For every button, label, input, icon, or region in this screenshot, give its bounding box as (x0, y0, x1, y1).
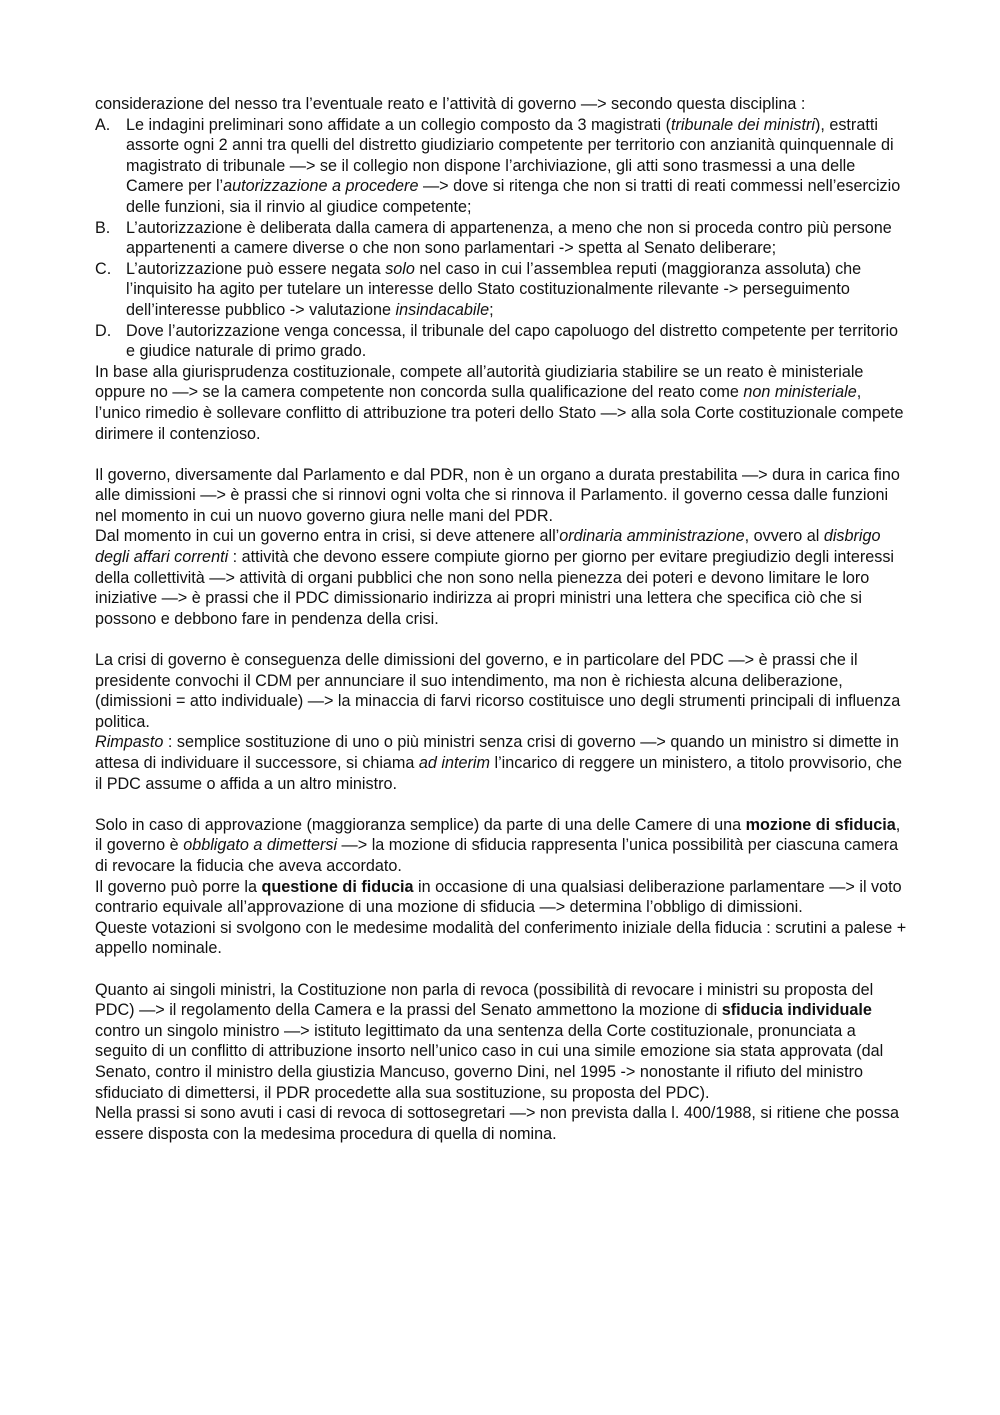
italic-text: ad interim (418, 754, 490, 772)
text-run: Solo in caso di approvazione (maggioranza semplice) da parte di una delle Camere di una (95, 815, 746, 834)
list-marker: D. (95, 321, 112, 340)
text-run: Nella prassi si sono avuti i casi di revoca di sottosegretari —> non prevista dalla l. 400/1988, si ritiene che possa essere disposta con la medesima procedura di quella di nomina. (95, 1104, 899, 1143)
text-run: nel caso in cui l’assemblea reputi (maggioranza assoluta) che l’inquisito ha agito per tutelare un interesse dello Stato costituzionalmente rilevante -> perseguimento dell’interesse pubblico -> valutazione (126, 259, 862, 319)
text-run: , ovvero al (744, 527, 824, 546)
paragraph-spacer (95, 959, 910, 980)
list-item (95, 259, 910, 321)
paragraph (95, 877, 910, 918)
bold-text: mozione di sfiducia (745, 815, 896, 834)
italic-text: solo (385, 259, 415, 278)
procedure-list (95, 115, 910, 362)
text-run: In base alla giurisprudenza costituzionale, compete all’autorità giudiziaria stabilire se un reato è ministeriale oppure no —> se la camera competente non concorda sulla qualificazione del reato come (95, 362, 864, 402)
italic-text: obbligato a dimettersi (183, 836, 338, 855)
text-run: , il governo è (95, 815, 901, 855)
text-run: : semplice sostituzione di uno o più ministri senza crisi di governo —> quando un ministro si dimette in attesa di individuare il successore, si chiama (95, 733, 899, 772)
text-run: L’autorizzazione può essere negata (126, 259, 386, 278)
text-run: Il governo può porre la (95, 877, 262, 896)
list-marker: C. (95, 259, 112, 278)
paragraph (95, 732, 910, 794)
italic-text: non ministeriale (743, 383, 857, 402)
paragraph (95, 815, 910, 877)
paragraph (95, 650, 910, 732)
paragraph (95, 980, 910, 1104)
text-run: La crisi di governo è conseguenza delle dimissioni del governo, e in particolare del PDC —> è prassi che il presidente convochi il CDM per annunciare il suo intendimento, ma non è richiesta alcuna deliberazione, (dimissioni = atto individuale) —> la minaccia di farvi ricorso costituisce uno degli strumenti principali di influenza politica. (95, 651, 901, 731)
text-run: ; (489, 300, 494, 319)
bold-text: sfiducia individuale (721, 1001, 872, 1020)
bold-text: questione di fiducia (261, 877, 414, 896)
italic-text: autorizzazione a procedere (223, 177, 419, 196)
paragraph-spacer (95, 444, 910, 465)
list-item (95, 321, 910, 362)
text-run: —> la mozione di sfiducia rappresenta l’unica possibilità per ciascuna camera di revocare la fiducia che aveva accordato. (95, 836, 899, 875)
text-run: —> dove si ritenga che non si tratti di reati commessi nell’esercizio delle funzioni, sia il rinvio al giudice competente; (126, 177, 901, 216)
paragraph (95, 362, 910, 444)
list-marker: B. (95, 218, 111, 237)
text-run: contro un singolo ministro —> istituto legittimato da una sentenza della Corte costituzionale, pronunciata a seguito di un conflitto di attribuzione insorto nell’unico caso in cui una simile emozione sia stata approvata (dal Senato, contro il ministro della giustizia Mancuso, governo Dini, nel 1995 -> nonostante il rifiuto del ministro sfiduciato di dimettersi, il PDR procedette alla sua sostituzione, su proposta del PDC). (95, 1021, 884, 1102)
text-run: l’incarico di reggere un ministero, a titolo provvisorio, che il PDC assume o affida a un altro ministro. (95, 754, 903, 793)
text-run: : attività che devono essere compiute giorno per giorno per evitare pregiudizio degli interessi della collettività —> attività di organi pubblici che non sono nella pienezza dei poteri e devono limitare le loro iniziative —> è prassi che il PDC dimissionario indirizza ai propri ministri una lettera che specifica ciò che si possono e debbono fare in pendenza della crisi. (95, 548, 895, 628)
text-run: L’autorizzazione è deliberata dalla camera di appartenenza, a meno che non si proceda contro più persone appartenenti a camere diverse o che non sono parlamentari -> spetta al Senato deliberare; (126, 218, 892, 258)
text-run: Il governo, diversamente dal Parlamento e dal PDR, non è un organo a durata prestabilita —> dura in carica fino alle dimissioni —> è prassi che si rinnovi ogni volta che si rinnova il Parlamento. il governo cessa dalle funzioni nel momento in cui un nuovo governo giura nelle mani del PDR. (95, 465, 900, 525)
text-run: Dal momento in cui un governo entra in crisi, si deve attenere all’ (95, 527, 560, 546)
italic-text: disbrigo degli affari correnti (95, 527, 881, 567)
italic-text: ordinaria amministrazione (559, 527, 745, 546)
paragraph (95, 526, 910, 629)
text-run: in occasione di una qualsiasi deliberazione parlamentare —> il voto contrario equivale all’approvazione di una mozione di sfiducia —> determina l’obbligo di dimissioni. (95, 877, 902, 917)
paragraph (95, 465, 910, 527)
text-run: , l’unico rimedio è sollevare conflitto di attribuzione tra poteri dello Stato —> alla sola Corte costituzionale compete dirimere il contenzioso. (95, 383, 904, 443)
italic-text: tribunale dei ministri (671, 115, 815, 134)
intro-section (95, 94, 910, 115)
list-item (95, 115, 910, 218)
paragraph (95, 1103, 910, 1144)
paragraph: considerazione del nesso tra l’eventuale reato e l’attività di governo —> secondo questa disciplina : (95, 95, 806, 113)
text-run: Queste votazioni si svolgono con le medesime modalità del conferimento iniziale della fiducia : scrutini a palese + appello nominale. (95, 918, 907, 958)
italic-text: Rimpasto (95, 733, 164, 752)
paragraph-spacer (95, 794, 910, 815)
text-run: ), estratti assorte ogni 2 anni tra quelli del distretto giudiziario competente per territorio con anzianità quinquennale di magistrato di tribunale —> se il collegio non dispone l’archiviazione, gli atti sono trasmessi a una delle Camere per l’ (126, 115, 894, 196)
list-item (95, 218, 910, 259)
body-section (95, 362, 910, 1145)
paragraph-spacer (95, 629, 910, 650)
italic-text: insindacabile (395, 300, 490, 319)
paragraph (95, 918, 910, 959)
list-marker: A. (95, 115, 111, 134)
document-page (95, 94, 910, 1144)
text-run: Dove l’autorizzazione venga concessa, il tribunale del capo capoluogo del distretto competente per territorio e giudice naturale di primo grado. (126, 321, 899, 361)
text-run: Le indagini preliminari sono affidate a un collegio composto da 3 magistrati ( (126, 115, 671, 134)
text-run: Quanto ai singoli ministri, la Costituzione non parla di revoca (possibilità di revocare i ministri su proposta del PDC) —> il regolamento della Camera e la prassi del Senato ammettono la mozione di (95, 980, 874, 1020)
